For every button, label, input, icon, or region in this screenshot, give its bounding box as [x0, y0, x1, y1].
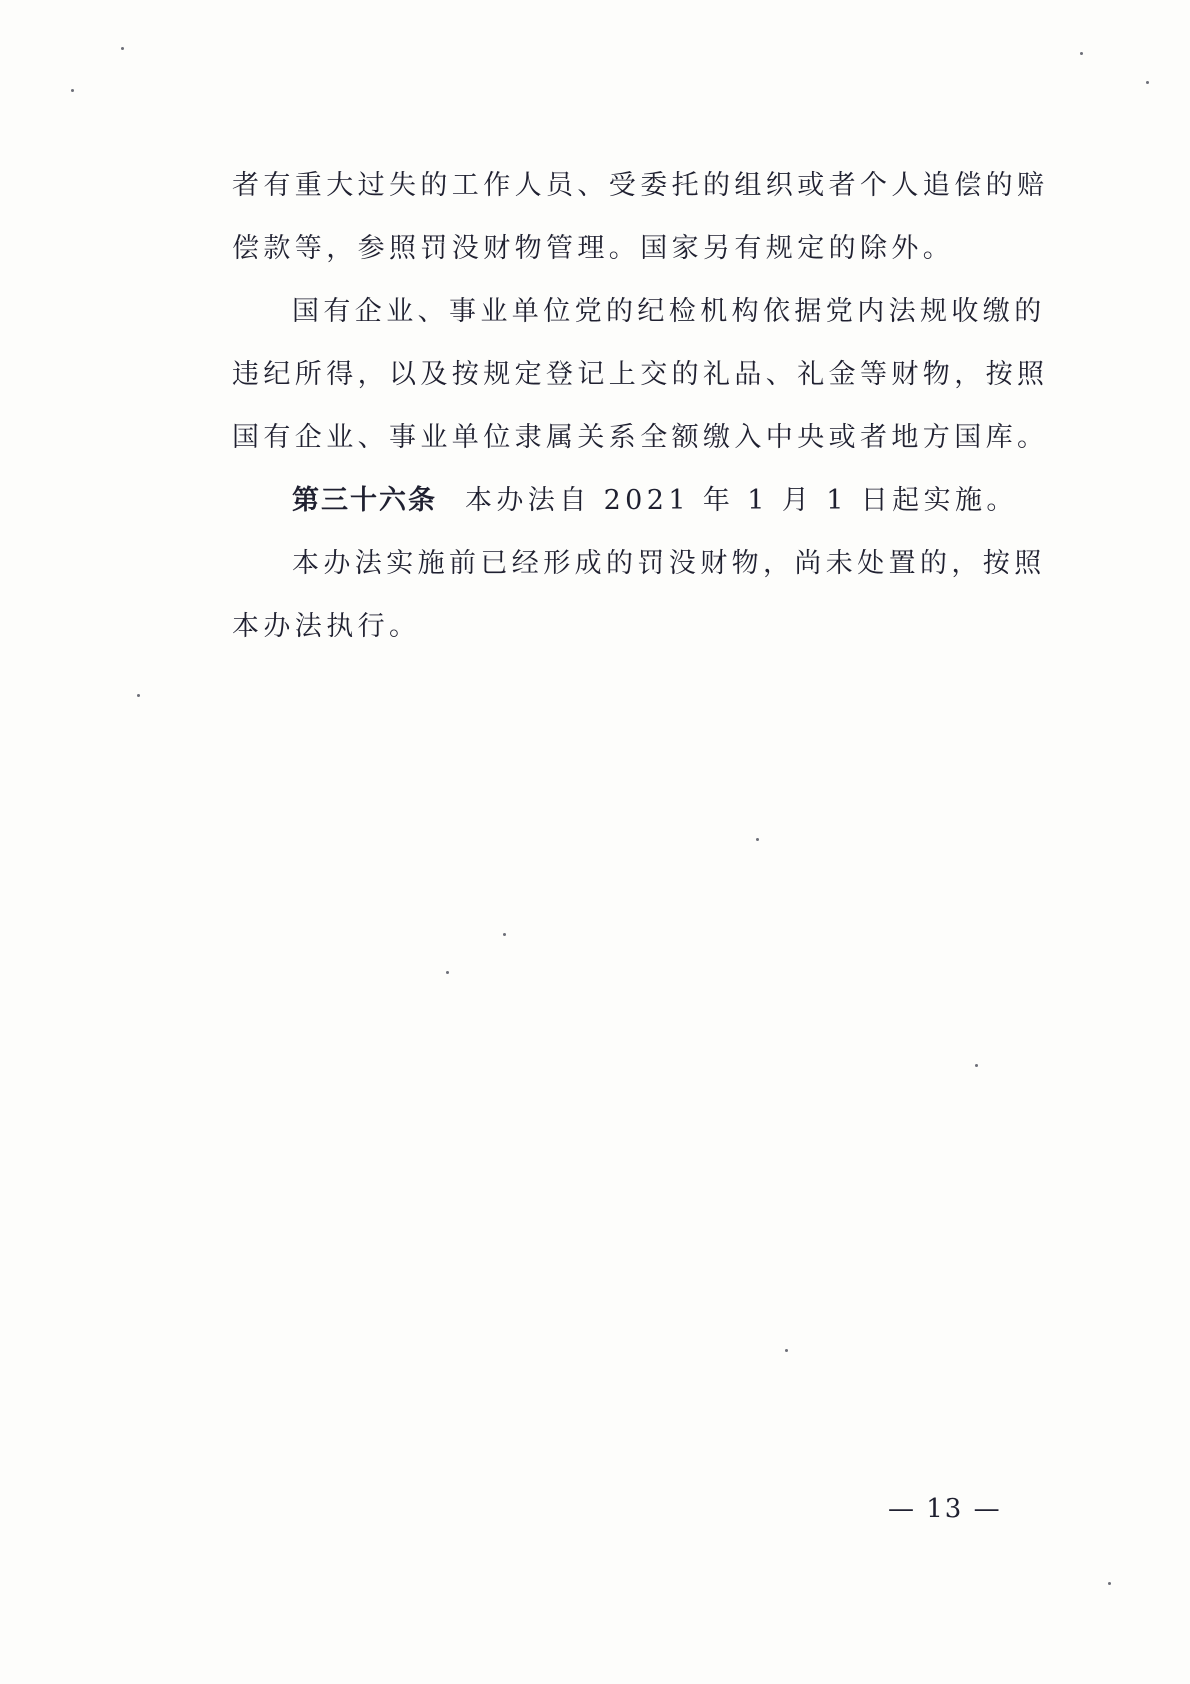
scan-speck	[1108, 1582, 1111, 1585]
scan-speck	[1146, 81, 1149, 84]
article-line	[232, 469, 1018, 532]
scan-speck	[71, 89, 74, 92]
paragraph-line: 本办法执行。	[232, 611, 421, 642]
paragraph-line: 偿款等，参照罚没财物管理。国家另有规定的除外。	[232, 233, 955, 264]
paragraph-line: 违纪所得，以及按规定登记上交的礼品、礼金等财物，按照	[232, 359, 1049, 390]
article-number: 第三十六条	[292, 485, 437, 516]
scan-speck	[785, 1349, 788, 1352]
scan-speck	[503, 933, 506, 936]
scan-speck	[756, 838, 759, 841]
paragraph-line: 者有重大过失的工作人员、受委托的组织或者个人追偿的赔	[232, 170, 1049, 201]
scan-speck	[446, 971, 449, 974]
page-number: — 13 —	[888, 1494, 1002, 1524]
scan-speck	[121, 47, 124, 50]
paragraph-line: 国有企业、事业单位隶属关系全额缴入中央或者地方国库。	[232, 422, 1049, 453]
article-text: 本办法自 2021 年 1 月 1 日起实施。	[465, 485, 1018, 516]
scan-speck	[1080, 52, 1083, 55]
scan-speck	[975, 1064, 978, 1067]
paragraph-line: 国有企业、事业单位党的纪检机构依据党内法规收缴的	[292, 296, 1046, 327]
paragraph-line: 本办法实施前已经形成的罚没财物，尚未处置的，按照	[292, 548, 1046, 579]
body-text	[232, 154, 1049, 658]
scan-speck	[137, 694, 140, 697]
